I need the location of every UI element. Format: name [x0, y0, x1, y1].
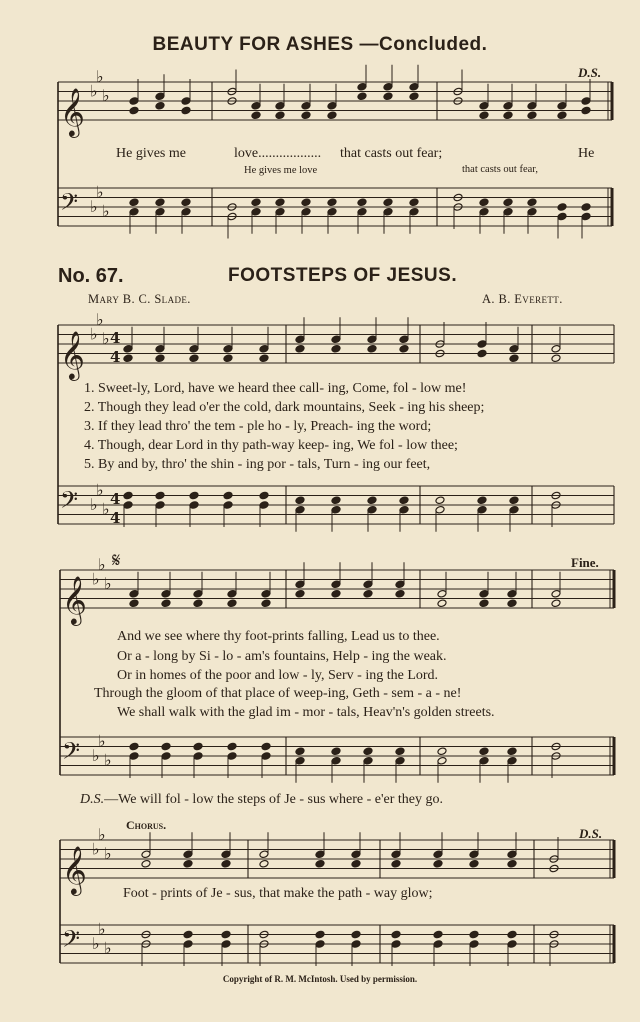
notehead	[409, 92, 419, 101]
verse-2-line-2: Or a - long by Si - lo - am's fountains, Help - ing the weak.	[117, 649, 447, 664]
notehead	[507, 589, 517, 598]
notehead	[189, 491, 199, 500]
treble-clef: 𝄞	[62, 575, 87, 624]
notehead	[581, 212, 591, 221]
notehead	[479, 599, 489, 608]
verse-1-line-2: And we see where thy foot-prints falling, Lead us to thee.	[117, 629, 440, 644]
flat-sign: ♭	[98, 731, 106, 751]
time-signature-top: 4	[110, 490, 121, 508]
notehead	[479, 747, 489, 756]
hymn-number: No. 67.	[58, 265, 124, 287]
notehead	[409, 207, 419, 216]
notehead	[183, 930, 193, 939]
notehead	[123, 344, 133, 353]
notehead	[507, 930, 517, 939]
notehead	[551, 354, 561, 363]
notehead	[259, 491, 269, 500]
notehead	[507, 850, 517, 859]
verse-5-line-2: We shall walk with the glad im - mor - tals, Heav'n's golden streets.	[117, 705, 495, 720]
notehead	[193, 742, 203, 751]
notehead	[275, 101, 285, 110]
flat-sign: ♭	[102, 201, 110, 221]
notehead	[189, 501, 199, 510]
lyric-s1-c: that casts out fear;	[340, 146, 443, 161]
lyric-s1-alt-b: that casts out fear,	[462, 164, 538, 175]
notehead	[189, 354, 199, 363]
flat-sign: ♭	[102, 86, 110, 105]
notehead	[161, 752, 171, 761]
verse-5-line-1: 5. By and by, thro' the shin - ing por - tals, Turn - ing our feet,	[84, 457, 431, 472]
lyric-s1-b: love..................	[234, 146, 322, 161]
notehead	[383, 92, 393, 101]
flat-sign: ♭	[98, 555, 106, 574]
notehead	[477, 340, 487, 349]
notehead	[261, 589, 271, 598]
notehead	[581, 106, 591, 115]
notehead	[357, 198, 367, 207]
lyric-s1-alt-a: He gives me love	[244, 165, 318, 176]
flat-sign: ♭	[96, 480, 104, 500]
treble-clef: 𝄞	[62, 845, 87, 894]
notehead	[223, 501, 233, 510]
flat-sign: ♭	[92, 569, 100, 589]
notehead	[251, 207, 261, 216]
notehead	[161, 742, 171, 751]
verse-2-line-1: 2. Though they lead o'er the cold, dark mountains, Seek - ing his sheep;	[84, 400, 485, 415]
notehead	[295, 589, 305, 598]
notehead	[507, 599, 517, 608]
flat-sign: ♭	[104, 574, 112, 593]
notehead	[477, 505, 487, 514]
notehead	[181, 106, 191, 115]
notehead	[433, 930, 443, 939]
notehead	[551, 344, 561, 353]
notehead	[275, 198, 285, 207]
notehead	[181, 207, 191, 216]
notehead	[527, 207, 537, 216]
treble-clef: 𝄞	[60, 87, 85, 136]
flat-sign: ♭	[90, 81, 98, 101]
notehead	[189, 344, 199, 353]
notehead	[395, 589, 405, 598]
notehead	[395, 580, 405, 589]
notehead	[357, 92, 367, 101]
verse-4-line-2: Through the gloom of that place of weep-ing, Geth - sem - a - ne!	[94, 686, 462, 701]
notehead	[357, 82, 367, 91]
notehead	[331, 589, 341, 598]
notehead	[315, 940, 325, 949]
notehead	[509, 505, 519, 514]
notehead	[331, 580, 341, 589]
flat-sign: ♭	[102, 499, 110, 519]
notehead	[315, 850, 325, 859]
notehead	[129, 207, 139, 216]
notehead	[327, 198, 337, 207]
notehead	[155, 491, 165, 500]
notehead	[351, 930, 361, 939]
notehead	[181, 97, 191, 106]
chorus-lyric: Foot - prints of Je - sus, that make the path - way glow;	[123, 886, 433, 901]
notehead	[193, 752, 203, 761]
notehead	[351, 859, 361, 868]
notehead	[383, 82, 393, 91]
notehead	[301, 198, 311, 207]
notehead	[391, 940, 401, 949]
notehead	[367, 335, 377, 344]
notehead	[469, 850, 479, 859]
notehead	[527, 111, 537, 120]
notehead	[155, 207, 165, 216]
notehead	[557, 203, 567, 212]
fine-marker: Fine.	[571, 555, 599, 570]
flat-sign: ♭	[90, 324, 98, 344]
notehead	[123, 354, 133, 363]
notehead	[509, 354, 519, 363]
notehead	[557, 111, 567, 120]
notehead	[363, 756, 373, 765]
notehead	[331, 747, 341, 756]
notehead	[123, 491, 133, 500]
notehead	[331, 756, 341, 765]
bass-clef: 𝄢	[60, 486, 79, 519]
notehead	[183, 859, 193, 868]
notehead	[479, 101, 489, 110]
notehead	[141, 850, 151, 859]
flat-sign: ♭	[90, 494, 98, 514]
notehead	[509, 496, 519, 505]
notehead	[259, 344, 269, 353]
notehead	[275, 111, 285, 120]
notehead	[181, 198, 191, 207]
chorus-label: Chorus.	[126, 818, 167, 832]
notehead	[479, 198, 489, 207]
notehead	[479, 207, 489, 216]
notehead	[261, 752, 271, 761]
notehead	[301, 207, 311, 216]
notehead	[129, 106, 139, 115]
ds-line-label: D.S.	[80, 792, 105, 807]
flat-sign: ♭	[92, 839, 100, 859]
notehead	[223, 344, 233, 353]
notehead	[469, 859, 479, 868]
notehead	[391, 859, 401, 868]
notehead	[129, 752, 139, 761]
notehead	[251, 101, 261, 110]
verse-3-line-1: 3. If they lead thro' the tem - ple ho - ly, Preach- ing the word;	[84, 419, 432, 434]
notehead	[129, 742, 139, 751]
notehead	[223, 491, 233, 500]
notehead	[251, 198, 261, 207]
notehead	[435, 505, 445, 514]
notehead	[261, 742, 271, 751]
notehead	[527, 101, 537, 110]
segno-sign: 𝄋	[112, 550, 121, 572]
notehead	[479, 111, 489, 120]
flat-sign: ♭	[104, 844, 112, 863]
notehead	[527, 198, 537, 207]
notehead	[331, 505, 341, 514]
notehead	[395, 747, 405, 756]
notehead	[259, 850, 269, 859]
notehead	[435, 496, 445, 505]
notehead	[155, 501, 165, 510]
notehead	[141, 859, 151, 868]
notehead	[227, 752, 237, 761]
notehead	[557, 212, 567, 221]
notehead	[155, 344, 165, 353]
notehead	[433, 850, 443, 859]
verse-1-line-1: 1. Sweet-ly, Lord, have we heard thee call- ing, Come, fol - low me!	[84, 381, 467, 396]
notehead	[503, 101, 513, 110]
notehead	[183, 940, 193, 949]
lyric-s1-a: He gives me	[116, 146, 186, 161]
notehead	[295, 580, 305, 589]
notehead	[409, 82, 419, 91]
notehead	[295, 335, 305, 344]
notehead	[479, 756, 489, 765]
notehead	[193, 599, 203, 608]
notehead	[155, 198, 165, 207]
notehead	[363, 747, 373, 756]
notehead	[301, 101, 311, 110]
notehead	[295, 747, 305, 756]
notehead	[193, 589, 203, 598]
notehead	[315, 859, 325, 868]
bass-clef: 𝄢	[62, 737, 81, 770]
notehead	[251, 111, 261, 120]
notehead	[259, 501, 269, 510]
flat-sign: ♭	[92, 933, 100, 953]
notehead	[503, 111, 513, 120]
notehead	[295, 344, 305, 353]
section-title-beauty-for-ashes: BEAUTY FOR ASHES —Concluded.	[152, 34, 488, 55]
notehead	[581, 203, 591, 212]
notehead	[437, 756, 447, 765]
flat-sign: ♭	[98, 825, 106, 844]
notehead	[221, 930, 231, 939]
notehead	[399, 496, 409, 505]
flat-sign: ♭	[104, 750, 112, 770]
flat-sign: ♭	[92, 745, 100, 765]
notehead	[261, 599, 271, 608]
bass-clef: 𝄢	[60, 188, 79, 221]
notehead	[551, 599, 561, 608]
notehead	[301, 111, 311, 120]
notehead	[327, 111, 337, 120]
notehead	[129, 97, 139, 106]
notehead	[123, 501, 133, 510]
notehead	[391, 850, 401, 859]
notehead	[259, 354, 269, 363]
notehead	[227, 589, 237, 598]
notehead	[351, 940, 361, 949]
notehead	[295, 505, 305, 514]
notehead	[581, 97, 591, 106]
notehead	[477, 349, 487, 358]
notehead	[383, 198, 393, 207]
notehead	[327, 101, 337, 110]
notehead	[275, 207, 285, 216]
notehead	[331, 344, 341, 353]
notehead	[295, 756, 305, 765]
notehead	[129, 599, 139, 608]
notehead	[479, 589, 489, 598]
notehead	[223, 354, 233, 363]
notehead	[437, 747, 447, 756]
notehead	[155, 92, 165, 101]
notehead	[331, 335, 341, 344]
time-signature-bottom: 4	[110, 348, 121, 366]
flat-sign: ♭	[102, 329, 110, 348]
notehead	[129, 198, 139, 207]
notehead	[161, 599, 171, 608]
ds-marker-top: D.S.	[578, 65, 602, 80]
hymn-title: FOOTSTEPS OF JESUS.	[228, 265, 458, 286]
time-signature-bottom: 4	[110, 509, 121, 527]
notehead	[507, 859, 517, 868]
notehead	[221, 850, 231, 859]
flat-sign: ♭	[96, 182, 104, 202]
copyright-notice: Copyright of R. M. McIntosh. Used by permission.	[222, 974, 418, 984]
notehead	[259, 859, 269, 868]
verse-4-line-1: 4. Though, dear Lord in thy path-way keep- ing, We fol - low thee;	[84, 438, 458, 453]
words-credit: Mary B. C. Slade.	[88, 292, 191, 306]
notehead	[383, 207, 393, 216]
notehead	[399, 344, 409, 353]
notehead	[433, 859, 443, 868]
notehead	[155, 354, 165, 363]
chorus-ds-marker: D.S.	[579, 826, 603, 841]
notehead	[183, 850, 193, 859]
flat-sign: ♭	[98, 919, 106, 939]
notehead	[557, 101, 567, 110]
notehead	[437, 589, 447, 598]
notehead	[221, 859, 231, 868]
notehead	[399, 335, 409, 344]
notehead	[129, 589, 139, 598]
flat-sign: ♭	[96, 310, 104, 329]
notehead	[363, 580, 373, 589]
notehead	[409, 198, 419, 207]
notehead	[161, 589, 171, 598]
notehead	[503, 198, 513, 207]
notehead	[391, 930, 401, 939]
notehead	[367, 505, 377, 514]
notehead	[395, 756, 405, 765]
ds-line	[80, 792, 443, 808]
verse-3-line-2: Or in homes of the poor and low - ly, Serv - ing the Lord.	[117, 668, 439, 683]
music-credit: A. B. Everett.	[482, 292, 563, 306]
notehead	[327, 207, 337, 216]
notehead	[357, 207, 367, 216]
notehead	[367, 496, 377, 505]
notehead	[507, 940, 517, 949]
time-signature-top: 4	[110, 329, 121, 347]
notehead	[469, 940, 479, 949]
notehead	[503, 207, 513, 216]
notehead	[551, 589, 561, 598]
bass-clef: 𝄢	[62, 925, 81, 958]
notehead	[351, 850, 361, 859]
notehead	[221, 940, 231, 949]
notehead	[227, 742, 237, 751]
flat-sign: ♭	[96, 67, 104, 86]
notehead	[507, 747, 517, 756]
treble-clef: 𝄞	[60, 330, 85, 379]
notehead	[477, 496, 487, 505]
notehead	[331, 496, 341, 505]
notehead	[155, 101, 165, 110]
notehead	[433, 940, 443, 949]
flat-sign: ♭	[90, 196, 98, 216]
flat-sign: ♭	[104, 938, 112, 958]
notehead	[315, 930, 325, 939]
lyric-s1-d: He	[578, 146, 595, 161]
notehead	[295, 496, 305, 505]
notehead	[227, 599, 237, 608]
notehead	[367, 344, 377, 353]
ds-line-text: —We will fol - low the steps of Je - sus where - e'er they go.	[104, 792, 443, 807]
notehead	[437, 599, 447, 608]
notehead	[363, 589, 373, 598]
notehead	[507, 756, 517, 765]
notehead	[509, 344, 519, 353]
notehead	[469, 930, 479, 939]
notehead	[399, 505, 409, 514]
